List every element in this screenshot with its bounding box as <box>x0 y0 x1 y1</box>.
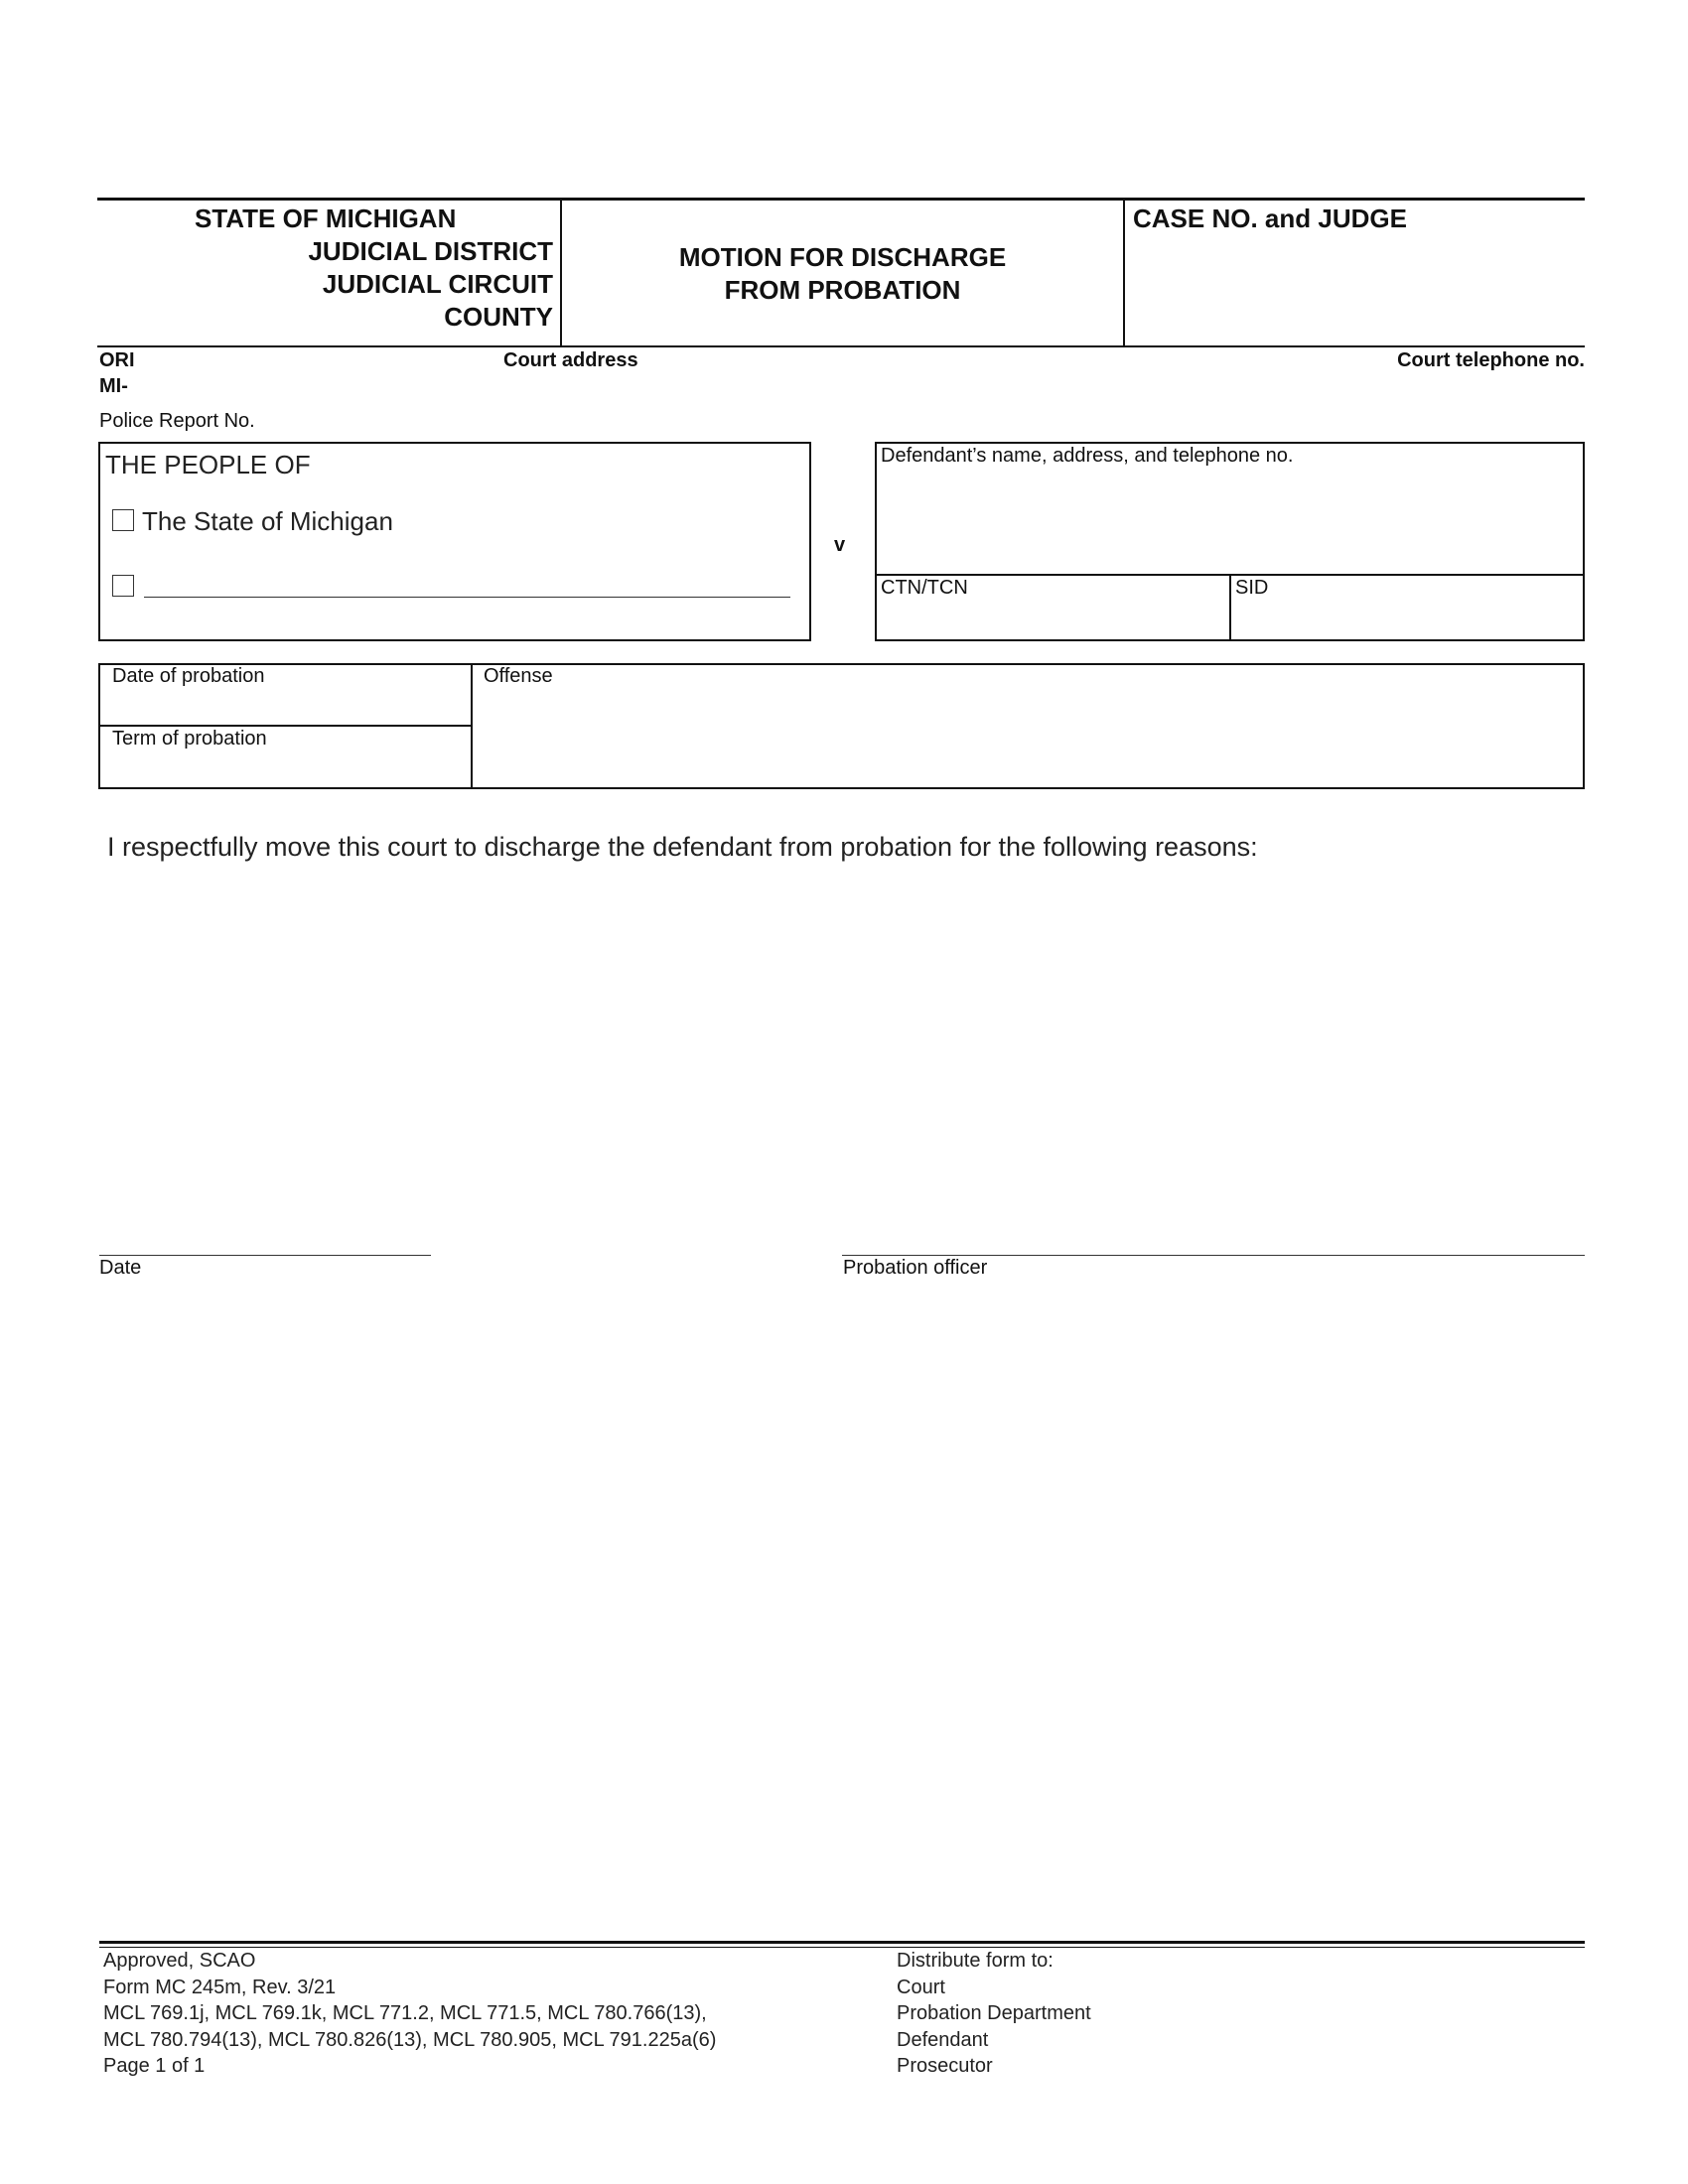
judicial-district-line: JUDICIAL DISTRICT <box>308 236 553 266</box>
ctn-tcn-label: CTN/TCN <box>881 577 968 599</box>
probation-officer-label: Probation officer <box>843 1257 988 1279</box>
officer-signature-line[interactable] <box>842 1255 1585 1256</box>
footer-approved: Approved, SCAO <box>103 1950 256 1972</box>
state-court-block <box>159 203 553 334</box>
case-no-judge-field[interactable] <box>1127 238 1582 341</box>
header-top-rule <box>97 198 1585 201</box>
other-party-checkbox[interactable] <box>112 575 134 597</box>
distribute-prosecutor: Prosecutor <box>897 2055 993 2077</box>
footer-rule-top <box>99 1941 1585 1944</box>
footer-mcl-line-2: MCL 780.794(13), MCL 780.826(13), MCL 780.905, MCL 791.225a(6) <box>103 2028 717 2051</box>
footer-form-number: Form MC 245m, Rev. 3/21 <box>103 1976 337 1998</box>
sid-label: SID <box>1235 577 1269 599</box>
date-signature-line[interactable] <box>99 1255 431 1256</box>
judicial-circuit-line: JUDICIAL CIRCUIT <box>322 269 553 299</box>
state-of-michigan-label: The State of Michigan <box>142 506 393 536</box>
county-line: COUNTY <box>444 302 553 332</box>
defendant-info-label: Defendant’s name, address, and telephone no. <box>881 445 1294 467</box>
state-of-michigan-checkbox[interactable] <box>112 509 134 531</box>
court-telephone-label: Court telephone no. <box>1397 349 1585 371</box>
other-party-line[interactable] <box>144 597 790 598</box>
people-of-label: THE PEOPLE OF <box>105 450 311 479</box>
versus-label: v <box>834 534 846 556</box>
footer-form-info <box>103 1948 716 2080</box>
footer-page-number: Page 1 of 1 <box>103 2055 206 2077</box>
footer-mcl-line-1: MCL 769.1j, MCL 769.1k, MCL 771.2, MCL 771.5, MCL 780.766(13), <box>103 2002 707 2024</box>
state-line: STATE OF MICHIGAN <box>195 204 457 233</box>
header-divider-right <box>1123 199 1125 347</box>
term-of-probation-label[interactable]: Term of probation <box>112 728 267 750</box>
form-title-line-1: MOTION FOR DISCHARGE <box>678 242 1007 272</box>
form-title-line-2: FROM PROBATION <box>724 275 961 305</box>
reasons-field[interactable] <box>99 879 1584 1216</box>
offense-label[interactable]: Offense <box>484 665 553 687</box>
distribute-probation-department: Probation Department <box>897 2002 1091 2024</box>
ctn-sid-divider <box>1229 575 1231 640</box>
ori-label: ORI <box>99 349 135 371</box>
mi-label: MI- <box>99 375 128 397</box>
date-term-divider <box>99 725 472 727</box>
distribute-defendant: Defendant <box>897 2028 989 2051</box>
date-label: Date <box>99 1257 142 1279</box>
distribute-heading: Distribute form to: <box>897 1950 1054 1972</box>
distribute-court: Court <box>897 1976 945 1998</box>
motion-statement: I respectfully move this court to discharge the defendant from probation for the following reasons: <box>107 832 1258 862</box>
header-bottom-rule <box>97 345 1585 347</box>
case-no-judge-label: CASE NO. and JUDGE <box>1133 204 1407 233</box>
police-report-label: Police Report No. <box>99 410 255 432</box>
form-title <box>562 241 1123 307</box>
court-address-label: Court address <box>503 349 638 371</box>
footer-distribution <box>897 1948 1091 2080</box>
date-of-probation-label[interactable]: Date of probation <box>112 665 265 687</box>
